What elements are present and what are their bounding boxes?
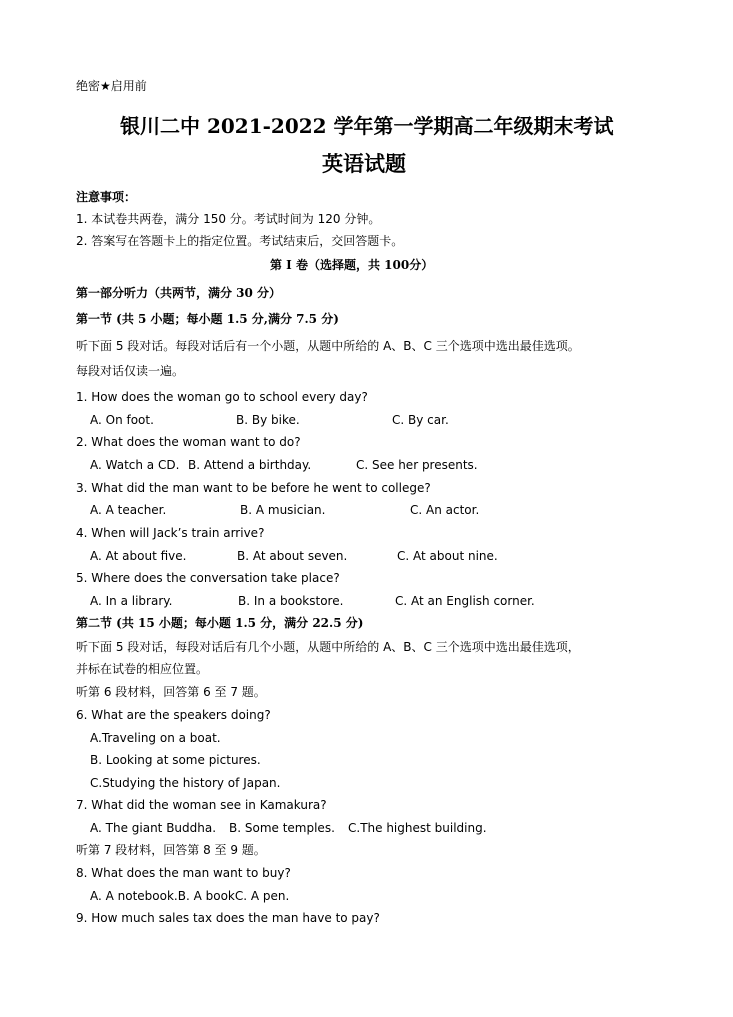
option-b: B. By bike. — [236, 413, 300, 427]
option-a: A. In a library. — [90, 594, 173, 608]
question-text: 3. What did the man want to be before he went to college? — [76, 481, 431, 495]
option-c: C. At about nine. — [397, 549, 498, 563]
section-instructions: 听下面 5 段对话。每段对话后有一个小题，从题中所给的 A、B、C 三个选项中选出最佳选项。 — [76, 339, 580, 353]
option-b: B. At about seven. — [237, 549, 348, 563]
volume-heading: 第 I 卷（选择题，共 100分） — [270, 258, 434, 272]
option-c: C. See her presents. — [356, 458, 478, 472]
part-heading: 第一部分听力（共两节，满分 30 分） — [76, 286, 282, 300]
option-c: C.The highest building. — [348, 821, 487, 835]
option-b: B. Looking at some pictures. — [90, 753, 261, 767]
option-a: A. On foot. — [90, 413, 154, 427]
option-a: A. The giant Buddha. — [90, 821, 217, 835]
option-a: A. A teacher. — [90, 503, 167, 517]
material-instruction: 听第 7 段材料，回答第 8 至 9 题。 — [76, 843, 266, 857]
question-text: 4. When will Jack’s train arrive? — [76, 526, 265, 540]
section-heading: 第二节 (共 15 小题；每小题 1.5 分，满分 22.5 分) — [76, 616, 364, 630]
question-text: 5. Where does the conversation take place? — [76, 571, 340, 585]
exam-subtitle: 英语试题 — [322, 151, 406, 176]
question-text: 1. How does the woman go to school every day? — [76, 390, 368, 404]
option-c: C. At an English corner. — [395, 594, 535, 608]
exam-title: 银川二中 2021-2022 学年第一学期高二年级期末考试 — [120, 114, 614, 138]
notice-item: 2. 答案写在答题卡上的指定位置。考试结束后，交回答题卡。 — [76, 234, 404, 248]
section-heading: 第一节 (共 5 小题；每小题 1.5 分,满分 7.5 分) — [76, 312, 339, 326]
question-text: 9. How much sales tax does the man have to pay? — [76, 911, 380, 925]
section-instructions: 听下面 5 段对话，每段对话后有几个小题，从题中所给的 A、B、C 三个选项中选出最佳选项， — [76, 640, 580, 654]
option-b: B. Some temples. — [229, 821, 335, 835]
question-options: A. A notebook.B. A bookC. A pen. — [90, 889, 290, 903]
section-instructions: 每段对话仅读一遍。 — [76, 364, 185, 378]
option-a: A. At about five. — [90, 549, 187, 563]
question-text: 7. What did the woman see in Kamakura? — [76, 798, 327, 812]
option-c: C. By car. — [392, 413, 449, 427]
option-b: B. In a bookstore. — [238, 594, 344, 608]
question-text: 2. What does the woman want to do? — [76, 435, 301, 449]
option-b: B. A musician. — [240, 503, 326, 517]
notice-item: 1. 本试卷共两卷，满分 150 分。考试时间为 120 分钟。 — [76, 212, 381, 226]
option-c: C. An actor. — [410, 503, 480, 517]
material-instruction: 听第 6 段材料，回答第 6 至 7 题。 — [76, 685, 266, 699]
section-instructions: 并标在试卷的相应位置。 — [76, 662, 209, 676]
secret-mark: 绝密★启用前 — [76, 79, 147, 93]
option-b: B. Attend a birthday. — [188, 458, 312, 472]
notice-heading: 注意事项： — [76, 190, 137, 204]
option-a: A.Traveling on a boat. — [90, 731, 221, 745]
option-c: C.Studying the history of Japan. — [90, 776, 281, 790]
question-text: 8. What does the man want to buy? — [76, 866, 291, 880]
question-text: 6. What are the speakers doing? — [76, 708, 271, 722]
option-a: A. Watch a CD. — [90, 458, 180, 472]
